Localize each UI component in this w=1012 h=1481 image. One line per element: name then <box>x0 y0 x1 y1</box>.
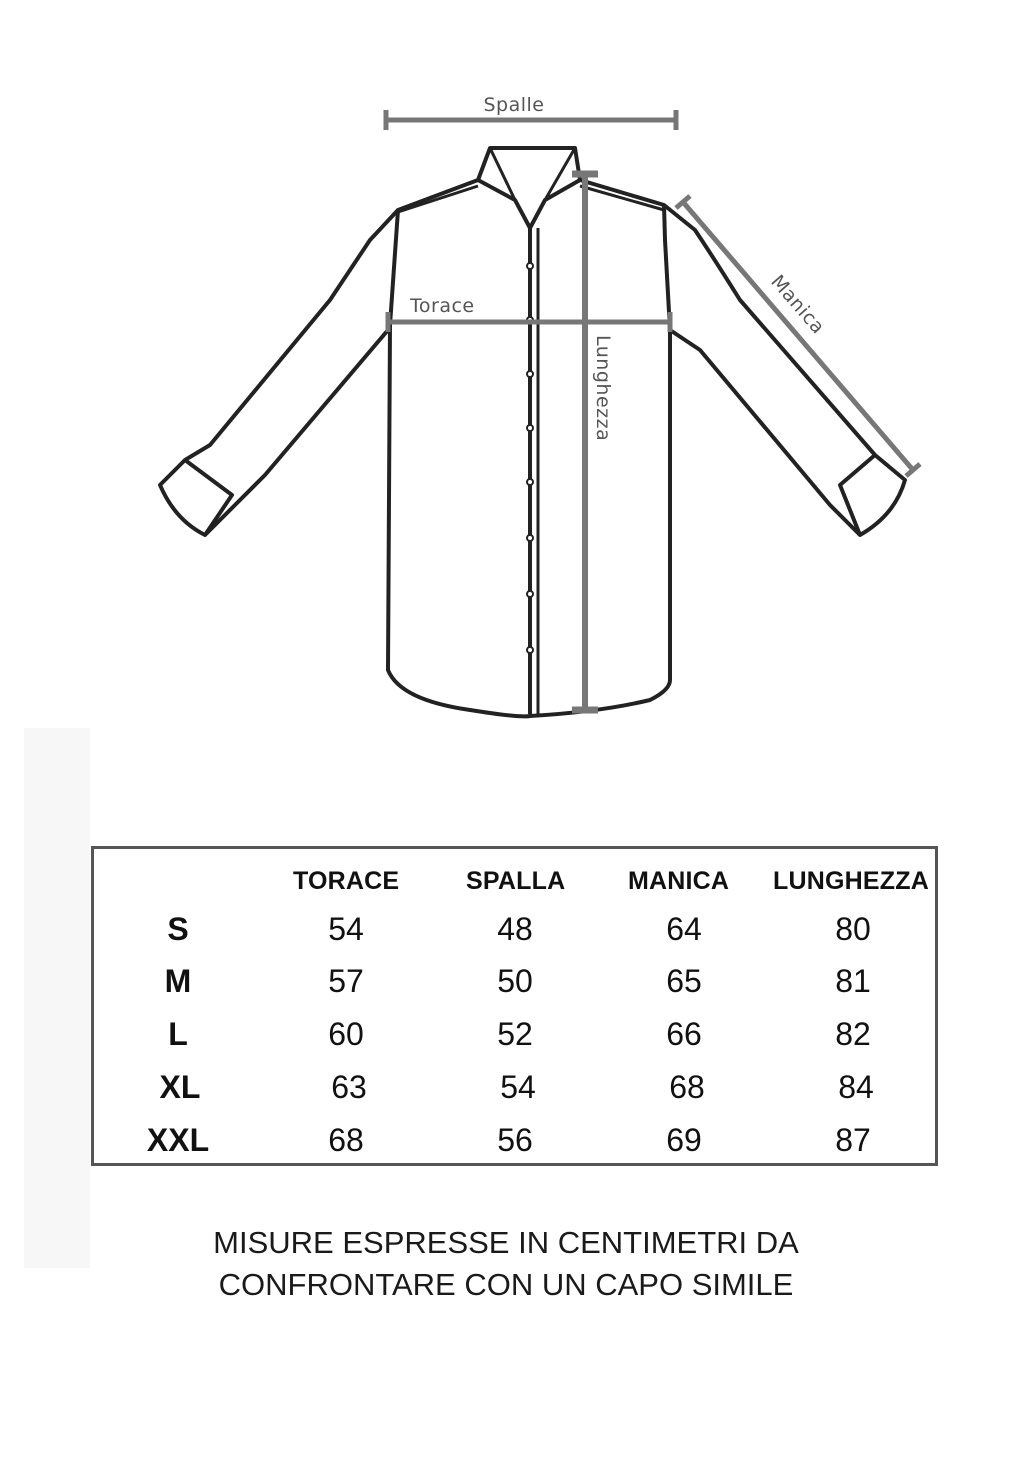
length-value: 84 <box>838 1069 874 1105</box>
table-row <box>94 963 935 1015</box>
sleeve-value: 69 <box>666 1122 702 1158</box>
note-line-2: CONFRONTARE CON UN CAPO SIMILE <box>218 1267 794 1302</box>
size-table <box>91 846 938 1166</box>
header-torace: TORACE <box>293 867 400 895</box>
chest-label: Torace <box>410 295 475 317</box>
button <box>527 371 533 377</box>
shirt-measurement-diagram <box>0 0 1012 740</box>
sleeve-label: Manica <box>766 270 830 339</box>
table-row <box>94 1069 935 1121</box>
length-value: 82 <box>835 1016 871 1052</box>
size-label: XL <box>159 1069 201 1105</box>
button <box>527 647 533 653</box>
sleeve-value: 66 <box>666 1016 702 1052</box>
chest-value: 57 <box>328 963 364 999</box>
left-sleeve-outline <box>160 210 398 535</box>
chest-value: 63 <box>331 1069 367 1105</box>
length-label: Lunghezza <box>592 335 614 442</box>
button <box>527 479 533 485</box>
button <box>527 425 533 431</box>
left-background-band <box>24 728 90 1268</box>
shoulders-value: 52 <box>497 1016 533 1052</box>
button <box>527 591 533 597</box>
right-sleeve-outline <box>664 205 905 535</box>
sleeve-measure-line <box>683 202 913 470</box>
size-label: M <box>164 963 192 999</box>
length-value: 87 <box>835 1122 871 1158</box>
measurement-note <box>0 1222 1012 1306</box>
size-label: L <box>168 1016 188 1052</box>
header-spalla: SPALLA <box>466 867 566 895</box>
table-row <box>94 1122 935 1174</box>
button <box>527 263 533 269</box>
collar-outline <box>478 148 580 228</box>
shoulders-value: 56 <box>497 1122 533 1158</box>
table-row <box>94 1016 935 1068</box>
left-cuff-outline <box>185 460 232 535</box>
shoulders-value: 54 <box>500 1069 536 1105</box>
size-label: S <box>167 911 189 947</box>
length-value: 80 <box>835 911 871 947</box>
shoulders-label: Spalle <box>483 94 545 116</box>
sleeve-value: 65 <box>666 963 702 999</box>
chest-value: 54 <box>328 911 364 947</box>
length-value: 81 <box>835 963 871 999</box>
header-manica: MANICA <box>628 867 730 895</box>
shoulders-value: 48 <box>497 911 533 947</box>
size-label: XXL <box>146 1122 210 1158</box>
note-line-1: MISURE ESPRESSE IN CENTIMETRI DA <box>213 1225 799 1260</box>
sleeve-value: 64 <box>666 911 702 947</box>
shoulders-value: 50 <box>497 963 533 999</box>
header-lunghezza: LUNGHEZZA <box>773 867 929 895</box>
chest-value: 68 <box>328 1122 364 1158</box>
sleeve-value: 68 <box>669 1069 705 1105</box>
chest-value: 60 <box>328 1016 364 1052</box>
table-row <box>94 911 935 963</box>
button <box>527 535 533 541</box>
